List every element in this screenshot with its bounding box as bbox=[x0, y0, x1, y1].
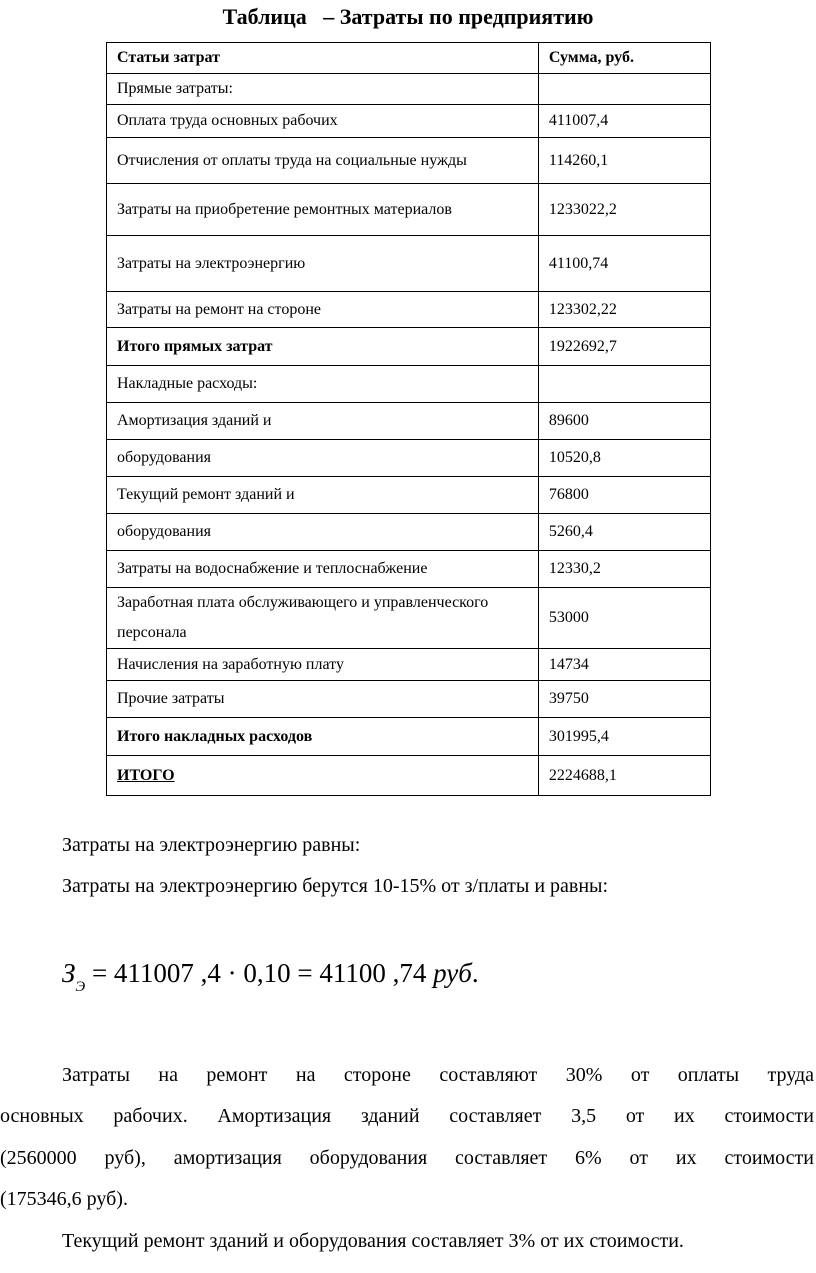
table-row bbox=[107, 138, 711, 184]
formula-lhs: З bbox=[62, 958, 76, 988]
table-row bbox=[107, 74, 711, 105]
cost-total-value: 2224688,1 bbox=[538, 756, 710, 796]
table-row bbox=[107, 649, 711, 681]
header-cell: Сумма, руб. bbox=[538, 43, 710, 74]
paragraph-repair-line-4: (175346,6 руб). bbox=[0, 1188, 128, 1210]
cost-item-value: 123302,22 bbox=[538, 292, 710, 328]
cost-item-value bbox=[538, 366, 710, 403]
cost-item-name: оборудования bbox=[107, 440, 539, 477]
cost-item-value: 41100,74 bbox=[538, 236, 710, 292]
page-title: Таблица – Затраты по предприятию bbox=[222, 4, 594, 29]
header-cell: Статьи затрат bbox=[107, 43, 539, 74]
paragraph-repair-line-3: (2560000 руб), амортизация оборудования составляет 6% от их стоимости bbox=[0, 1147, 814, 1169]
cost-item-value: 89600 bbox=[538, 403, 710, 440]
cost-item-name: Затраты на водоснабжение и теплоснабжение bbox=[107, 551, 539, 588]
table-row bbox=[107, 551, 711, 588]
table-row bbox=[107, 328, 711, 366]
table-row bbox=[107, 477, 711, 514]
cost-item-value: 5260,4 bbox=[538, 514, 710, 551]
cost-item-value: 301995,4 bbox=[538, 718, 710, 756]
cost-item-name: Амортизация зданий и bbox=[107, 403, 539, 440]
cost-item-name: Текущий ремонт зданий и bbox=[107, 477, 539, 514]
cost-item-name: Прочие затраты bbox=[107, 681, 539, 718]
table-row bbox=[107, 588, 711, 649]
cost-item-name: Затраты на приобретение ремонтных материалов bbox=[107, 184, 539, 236]
costs-table bbox=[106, 42, 711, 796]
cost-item-value: 1922692,7 bbox=[538, 328, 710, 366]
cost-item-value: 14734 bbox=[538, 649, 710, 681]
table-header-row bbox=[107, 43, 711, 74]
paragraph-current-repair: Текущий ремонт зданий и оборудования составляет 3% от их стоимости. bbox=[62, 1230, 684, 1252]
table-row bbox=[107, 718, 711, 756]
cost-item-value: 10520,8 bbox=[538, 440, 710, 477]
cost-item-name: Начисления на заработную плату bbox=[107, 649, 539, 681]
cost-item-name: Накладные расходы: bbox=[107, 366, 539, 403]
table-row bbox=[107, 366, 711, 403]
formula-expression: = 411007 ,4 · 0,10 = 41100 ,74 bbox=[85, 958, 434, 988]
cost-item-value: 1233022,2 bbox=[538, 184, 710, 236]
electricity-formula bbox=[62, 958, 479, 995]
table-row bbox=[107, 440, 711, 477]
table-row bbox=[107, 756, 711, 796]
cost-item-name: Заработная плата обслуживающего и управленческого персонала bbox=[107, 588, 539, 649]
table-row bbox=[107, 236, 711, 292]
cost-item-value bbox=[538, 74, 710, 105]
paragraph-electricity-intro: Затраты на электроэнергию равны: bbox=[62, 834, 361, 856]
cost-subtotal-name: Итого накладных расходов bbox=[107, 718, 539, 756]
table-row bbox=[107, 681, 711, 718]
table-row bbox=[107, 184, 711, 236]
cost-item-value: 114260,1 bbox=[538, 138, 710, 184]
formula-end: . bbox=[471, 958, 479, 988]
cost-item-name: оборудования bbox=[107, 514, 539, 551]
cost-item-value: 76800 bbox=[538, 477, 710, 514]
formula-subscript: Э bbox=[75, 979, 86, 995]
cost-item-name: Оплата труда основных рабочих bbox=[107, 105, 539, 138]
formula-unit: руб bbox=[433, 958, 472, 988]
cost-item-name: Затраты на ремонт на стороне bbox=[107, 292, 539, 328]
cost-item-value: 53000 bbox=[538, 588, 710, 649]
table-row bbox=[107, 514, 711, 551]
table-row bbox=[107, 105, 711, 138]
cost-item-value: 39750 bbox=[538, 681, 710, 718]
paragraph-repair-line-1: Затраты на ремонт на стороне составляют 30% от оплаты труда bbox=[62, 1064, 814, 1086]
table-row bbox=[107, 292, 711, 328]
cost-item-value: 411007,4 bbox=[538, 105, 710, 138]
cost-item-value: 12330,2 bbox=[538, 551, 710, 588]
table-row bbox=[107, 403, 711, 440]
cost-subtotal-name: Итого прямых затрат bbox=[107, 328, 539, 366]
paragraph-electricity-rule: Затраты на электроэнергию берутся 10-15% от з/платы и равны: bbox=[62, 875, 609, 897]
cost-item-name: Затраты на электроэнергию bbox=[107, 236, 539, 292]
cost-item-name: Прямые затраты: bbox=[107, 74, 539, 105]
cost-total-name: ИТОГО bbox=[107, 756, 539, 796]
paragraph-repair-line-2: основных рабочих. Амортизация зданий составляет 3,5 от их стоимости bbox=[0, 1105, 814, 1127]
cost-item-name: Отчисления от оплаты труда на социальные нужды bbox=[107, 138, 539, 184]
